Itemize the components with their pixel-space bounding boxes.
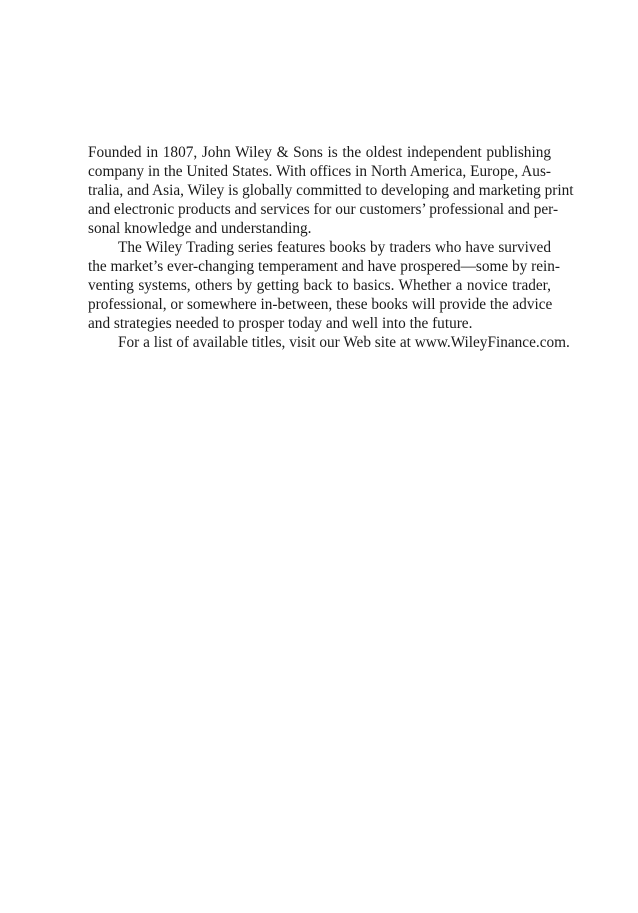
paragraph-trading-series xyxy=(88,238,561,333)
text-line: For a list of available titles, visit our Web site at www.WileyFinance.com. xyxy=(118,334,570,351)
text-line: Founded in 1807, John Wiley & Sons is the oldest independent publishing xyxy=(88,144,551,161)
body-text xyxy=(88,143,574,352)
text-line: sonal knowledge and understanding. xyxy=(88,220,312,237)
text-line: tralia, and Asia, Wiley is globally committed to developing and marketing print xyxy=(88,182,574,199)
text-line: the market’s ever-changing temperament and have prospered—some by rein- xyxy=(88,258,561,275)
text-line: company in the United States. With offices in North America, Europe, Aus- xyxy=(88,163,551,180)
text-line: The Wiley Trading series features books by traders who have survived xyxy=(118,239,551,256)
text-line: professional, or somewhere in-between, these books will provide the advice xyxy=(88,296,553,313)
text-line: and electronic products and services for our customers’ professional and per- xyxy=(88,201,559,218)
paragraph-about-wiley xyxy=(88,143,574,238)
paragraph-titles-link xyxy=(88,333,570,352)
text-line: venting systems, others by getting back to basics. Whether a novice trader, xyxy=(88,277,551,294)
text-line: and strategies needed to prosper today and well into the future. xyxy=(88,315,473,332)
